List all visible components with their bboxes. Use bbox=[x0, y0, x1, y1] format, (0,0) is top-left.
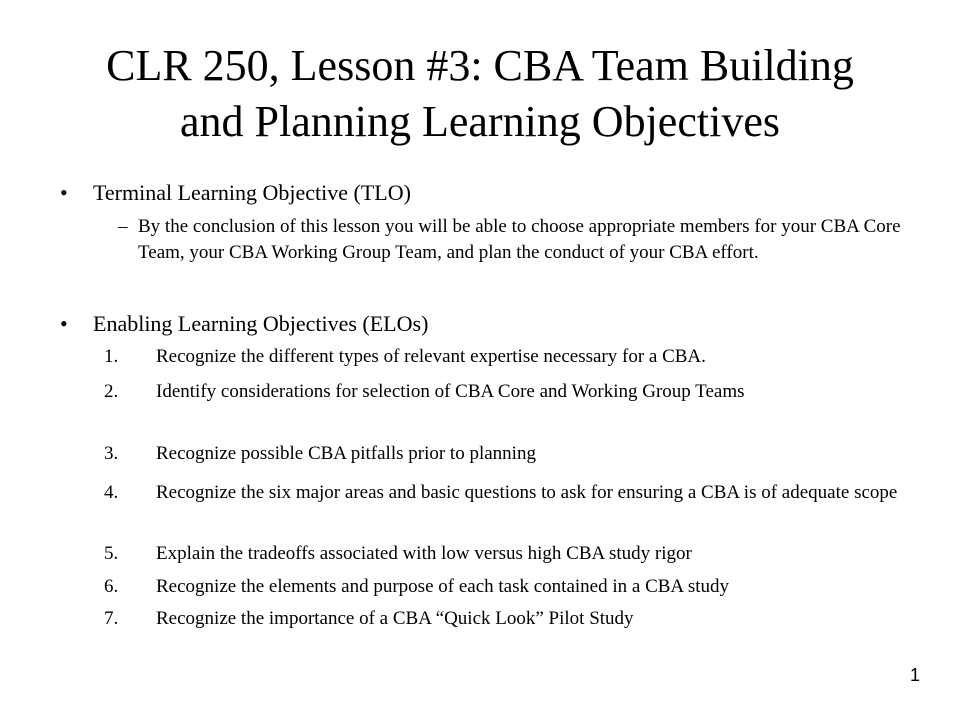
elo-text: Recognize the elements and purpose of each task contained in a CBA study bbox=[156, 576, 730, 597]
elo-label: Enabling Learning Objectives (ELOs) bbox=[93, 311, 429, 336]
elo-number: 3. bbox=[104, 443, 119, 464]
elo-text: Recognize possible CBA pitfalls prior to planning bbox=[156, 443, 536, 464]
title-line-1: CLR 250, Lesson #3: CBA Team Building bbox=[106, 41, 854, 90]
tlo-label: Terminal Learning Objective (TLO) bbox=[93, 180, 411, 205]
elo-text: Recognize the six major areas and basic questions to ask for ensuring a CBA is of adequate scope bbox=[156, 482, 898, 503]
bullet-marker: • bbox=[60, 311, 68, 336]
elo-text: Identify considerations for selection of CBA Core and Working Group Teams bbox=[156, 381, 745, 402]
elo-number: 6. bbox=[104, 576, 119, 597]
elo-number: 1. bbox=[104, 346, 119, 367]
elo-text: Recognize the importance of a CBA “Quick Look” Pilot Study bbox=[156, 608, 634, 629]
page-number: 1 bbox=[909, 665, 920, 685]
elo-number: 4. bbox=[104, 482, 119, 503]
sub-marker: – bbox=[118, 216, 128, 237]
elo-number: 2. bbox=[104, 381, 119, 402]
elo-text: Explain the tradeoffs associated with low versus high CBA study rigor bbox=[156, 543, 692, 564]
title-line-2: and Planning Learning Objectives bbox=[180, 97, 780, 146]
elo-number: 7. bbox=[104, 608, 119, 629]
elo-text: Recognize the different types of relevant expertise necessary for a CBA. bbox=[156, 346, 706, 367]
elo-number: 5. bbox=[104, 543, 119, 564]
bullet-marker: • bbox=[60, 180, 68, 205]
tlo-detail: By the conclusion of this lesson you will be able to choose appropriate members for your CBA Core Team, your CBA Working Group Team, and plan the conduct of your CBA effort. bbox=[138, 216, 901, 263]
